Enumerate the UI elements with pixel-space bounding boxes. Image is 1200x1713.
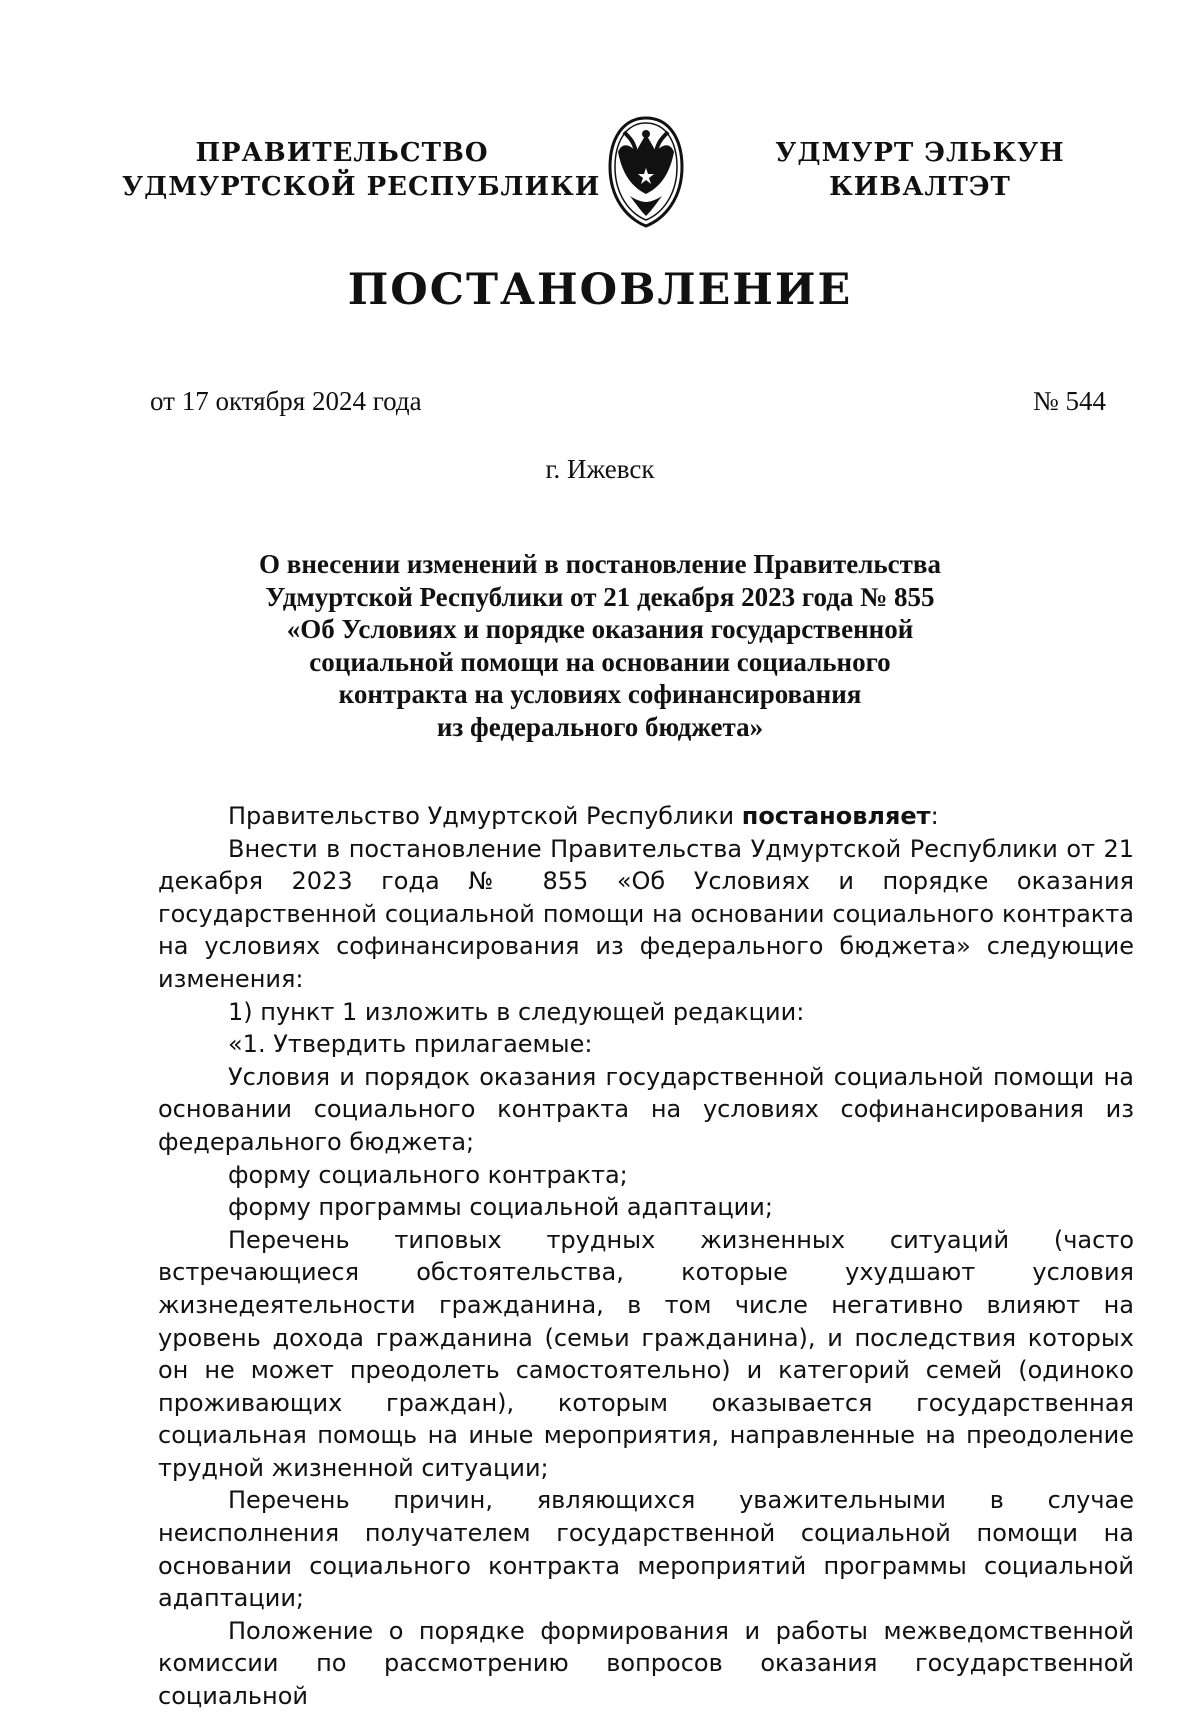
issuer-name-russian [122, 136, 601, 204]
body-paragraph: форму социального контракта; [228, 1160, 628, 1189]
document-number: № 544 [1032, 386, 1106, 416]
body-paragraph: Положение о порядке формирования и работы межведомственной комиссии по рассмотрению вопросов оказания государственной социальной [158, 1616, 1134, 1711]
body-intro [158, 800, 1134, 833]
intro-verb: постановляет [741, 802, 931, 830]
body-paragraph: форму программы социальной адаптации; [228, 1193, 773, 1222]
udmurt-emblem-icon [600, 112, 692, 230]
body-paragraph: Внести в постановление Правительства Удмуртской Республики от 21 декабря 2023 года № 855 «Об Условиях и порядке оказания государственной социальной помощи на основании социального контракта на условиях софинансирования из федерального бюджета» следующие изменения: [158, 834, 1134, 993]
body-paragraph: «1. Утвердить прилагаемые: [228, 1030, 593, 1059]
subject-line: из федерального бюджета» [436, 711, 764, 742]
issuer-name-udmurt [770, 136, 1070, 204]
document-body [158, 800, 1134, 1713]
intro-colon: : [930, 802, 939, 830]
subject-line: О внесении изменений в постановление Правительства [259, 549, 941, 579]
intro-text: Правительство Удмуртской Республики [228, 802, 742, 830]
document-city: г. Ижевск [545, 454, 655, 484]
issuer-line-1: ПРАВИТЕЛЬСТВО [195, 138, 489, 168]
issuer-udmurt-line-2: КИВАЛТЭТ [829, 172, 1011, 202]
body-paragraph: 1) пункт 1 изложить в следующей редакции: [228, 997, 805, 1026]
subject-line: Удмуртской Республики от 21 декабря 2023 года № 855 [265, 581, 935, 612]
body-paragraph: Перечень типовых трудных жизненных ситуаций (часто встречающиеся обстоятельства, которые ухудшают условия жизнедеятельности гражданина, в том числе негативно влияют на уровень дохода гражданина (семьи гражданина), и последствия которых он не может преодолеть самостоятельно) и категорий семей (одиноко проживающих граждан), которым оказывается государственная социальная помощь на иные мероприятия, направленные на преодоление трудной жизненной ситуации; [158, 1225, 1134, 1482]
subject-line: «Об Условиях и порядке оказания государственной [286, 614, 914, 644]
document-title: ПОСТАНОВЛЕНИЕ [347, 265, 853, 315]
document-date: от 17 октября 2024 года [150, 386, 422, 416]
document-subject [200, 548, 1000, 743]
subject-line: контракта на условиях софинансирования [338, 679, 862, 709]
body-paragraph: Условия и порядок оказания государственной социальной помощи на основании социального контракта на условиях софинансирования из федерального бюджета; [158, 1062, 1134, 1156]
issuer-udmurt-line-1: УДМУРТ ЭЛЬКУН [775, 138, 1065, 168]
subject-line: социальной помощи на основании социального [309, 646, 891, 677]
body-paragraph: Перечень причин, являющихся уважительными в случае неисполнения получателем государственной социальной помощи на основании социального контракта мероприятий программы социальной адаптации; [158, 1486, 1134, 1613]
issuer-line-2: УДМУРТСКОЙ РЕСПУБЛИКИ [122, 172, 601, 202]
